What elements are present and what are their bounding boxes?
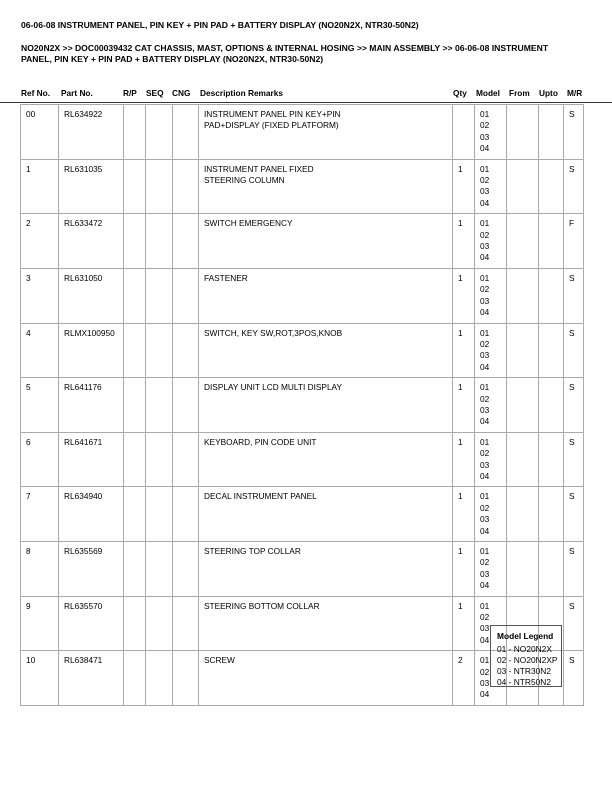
qty-cell: 1 — [453, 596, 475, 651]
rp-cell — [124, 378, 146, 433]
rp-cell — [124, 159, 146, 214]
upto-cell — [539, 432, 564, 487]
rp-cell — [124, 596, 146, 651]
description-cell: STEERING BOTTOM COLLAR — [199, 596, 453, 651]
rp-cell — [124, 542, 146, 597]
description-cell: SWITCH EMERGENCY — [199, 214, 453, 269]
parts-table — [20, 104, 584, 706]
description-cell: SWITCH, KEY SW,ROT,3POS,KNOB — [199, 323, 453, 378]
mr-cell: S — [564, 596, 584, 651]
model-cell: 01 02 03 04 — [475, 378, 507, 433]
upto-cell — [539, 268, 564, 323]
rp-cell — [124, 323, 146, 378]
model-cell: 01 02 03 04 — [475, 323, 507, 378]
page-title: 06-06-08 INSTRUMENT PANEL, PIN KEY + PIN PAD + BATTERY DISPLAY (NO20N2X, NTR30-50N2) — [21, 20, 419, 30]
from-cell — [507, 323, 539, 378]
seq-cell — [146, 214, 173, 269]
mr-cell: S — [564, 268, 584, 323]
from-cell — [507, 105, 539, 160]
upto-cell — [539, 487, 564, 542]
cng-cell — [173, 214, 199, 269]
table-row — [21, 105, 584, 160]
legend-item: 03 - NTR30N2 — [497, 666, 551, 676]
ref-cell: 4 — [21, 323, 59, 378]
rp-cell — [124, 105, 146, 160]
ref-cell: 9 — [21, 596, 59, 651]
model-cell: 01 02 03 04 — [475, 596, 507, 651]
header-part: Part No. — [61, 88, 93, 98]
qty-cell: 1 — [453, 214, 475, 269]
seq-cell — [146, 542, 173, 597]
mr-cell: S — [564, 487, 584, 542]
rp-cell — [124, 214, 146, 269]
qty-cell: 1 — [453, 432, 475, 487]
ref-cell: 7 — [21, 487, 59, 542]
seq-cell — [146, 159, 173, 214]
seq-cell — [146, 105, 173, 160]
seq-cell — [146, 651, 173, 706]
qty-cell: 1 — [453, 487, 475, 542]
qty-cell: 1 — [453, 323, 475, 378]
part-number-cell: RL633472 — [59, 214, 124, 269]
part-number-cell: RL634940 — [59, 487, 124, 542]
mr-cell: S — [564, 651, 584, 706]
qty-cell: 1 — [453, 268, 475, 323]
upto-cell — [539, 378, 564, 433]
qty-cell: 1 — [453, 378, 475, 433]
part-number-cell: RL634922 — [59, 105, 124, 160]
ref-cell: 10 — [21, 651, 59, 706]
model-legend — [490, 625, 562, 687]
from-cell — [507, 159, 539, 214]
seq-cell — [146, 323, 173, 378]
part-number-cell: RL635569 — [59, 542, 124, 597]
from-cell — [507, 542, 539, 597]
table-row — [21, 432, 584, 487]
part-number-cell: RL638471 — [59, 651, 124, 706]
table-row — [21, 323, 584, 378]
model-cell: 01 02 03 04 — [475, 105, 507, 160]
qty-cell: 2 — [453, 651, 475, 706]
upto-cell — [539, 542, 564, 597]
from-cell — [507, 268, 539, 323]
part-number-cell: RL641671 — [59, 432, 124, 487]
breadcrumb: NO20N2X >> DOC00039432 CAT CHASSIS, MAST, OPTIONS & INTERNAL HOSING >> MAIN ASSEMBLY >> 06-06-08 INSTRUMENT PANEL, PIN KEY + PIN PAD + BATTERY DISPLAY (NO20N2X, NTR30-50N2) — [21, 43, 549, 64]
description-cell: SCREW — [199, 651, 453, 706]
rp-cell — [124, 487, 146, 542]
table-row — [21, 159, 584, 214]
ref-cell: 2 — [21, 214, 59, 269]
table-row — [21, 487, 584, 542]
header-model: Model — [476, 88, 500, 98]
qty-cell: 1 — [453, 159, 475, 214]
cng-cell — [173, 323, 199, 378]
upto-cell — [539, 159, 564, 214]
from-cell — [507, 487, 539, 542]
model-cell: 01 02 03 04 — [475, 214, 507, 269]
upto-cell — [539, 214, 564, 269]
seq-cell — [146, 268, 173, 323]
from-cell — [507, 214, 539, 269]
ref-cell: 00 — [21, 105, 59, 160]
seq-cell — [146, 432, 173, 487]
legend-title: Model Legend — [497, 631, 554, 641]
seq-cell — [146, 487, 173, 542]
ref-cell: 8 — [21, 542, 59, 597]
description-cell: STEERING TOP COLLAR — [199, 542, 453, 597]
ref-cell: 6 — [21, 432, 59, 487]
header-rp: R/P — [123, 88, 137, 98]
qty-cell — [453, 105, 475, 160]
mr-cell: S — [564, 105, 584, 160]
description-cell: INSTRUMENT PANEL PIN KEY+PIN PAD+DISPLAY (FIXED PLATFORM) — [199, 105, 453, 160]
part-number-cell: RL631050 — [59, 268, 124, 323]
table-row — [21, 268, 584, 323]
part-number-cell: RL631035 — [59, 159, 124, 214]
mr-cell: S — [564, 542, 584, 597]
ref-cell: 1 — [21, 159, 59, 214]
cng-cell — [173, 432, 199, 487]
header-qty: Qty — [453, 88, 467, 98]
mr-cell: S — [564, 159, 584, 214]
from-cell — [507, 378, 539, 433]
header-seq: SEQ — [146, 88, 164, 98]
upto-cell — [539, 323, 564, 378]
rp-cell — [124, 432, 146, 487]
table-row — [21, 214, 584, 269]
cng-cell — [173, 378, 199, 433]
table-header — [0, 88, 612, 103]
cng-cell — [173, 159, 199, 214]
rp-cell — [124, 651, 146, 706]
ref-cell: 3 — [21, 268, 59, 323]
rp-cell — [124, 268, 146, 323]
model-cell: 01 02 03 04 — [475, 268, 507, 323]
cng-cell — [173, 105, 199, 160]
header-cng: CNG — [172, 88, 191, 98]
cng-cell — [173, 542, 199, 597]
description-cell: KEYBOARD, PIN CODE UNIT — [199, 432, 453, 487]
legend-item: 01 - NO20N2X — [497, 644, 552, 654]
model-cell: 01 02 03 04 — [475, 159, 507, 214]
table-row — [21, 542, 584, 597]
description-cell: INSTRUMENT PANEL FIXED STEERING COLUMN — [199, 159, 453, 214]
model-cell: 01 02 03 04 — [475, 432, 507, 487]
mr-cell: F — [564, 214, 584, 269]
header-ref: Ref No. — [21, 88, 51, 98]
header-desc: Description Remarks — [200, 88, 284, 98]
part-number-cell: RL635570 — [59, 596, 124, 651]
qty-cell: 1 — [453, 542, 475, 597]
upto-cell — [539, 105, 564, 160]
header-mr: M/R — [567, 88, 583, 98]
description-cell: DECAL INSTRUMENT PANEL — [199, 487, 453, 542]
legend-item: 04 - NTR50N2 — [497, 677, 551, 687]
header-from: From — [509, 88, 530, 98]
mr-cell: S — [564, 432, 584, 487]
cng-cell — [173, 487, 199, 542]
mr-cell: S — [564, 323, 584, 378]
mr-cell: S — [564, 378, 584, 433]
header-upto: Upto — [539, 88, 558, 98]
description-cell: DISPLAY UNIT LCD MULTI DISPLAY — [199, 378, 453, 433]
seq-cell — [146, 596, 173, 651]
model-cell: 01 02 03 04 — [475, 542, 507, 597]
legend-item: 02 - NO20N2XP — [497, 655, 558, 665]
from-cell — [507, 432, 539, 487]
seq-cell — [146, 378, 173, 433]
model-cell: 01 02 03 04 — [475, 651, 507, 706]
table-row — [21, 378, 584, 433]
model-cell: 01 02 03 04 — [475, 487, 507, 542]
part-number-cell: RL641176 — [59, 378, 124, 433]
cng-cell — [173, 596, 199, 651]
cng-cell — [173, 651, 199, 706]
cng-cell — [173, 268, 199, 323]
ref-cell: 5 — [21, 378, 59, 433]
part-number-cell: RLMX100950 — [59, 323, 124, 378]
description-cell: FASTENER — [199, 268, 453, 323]
